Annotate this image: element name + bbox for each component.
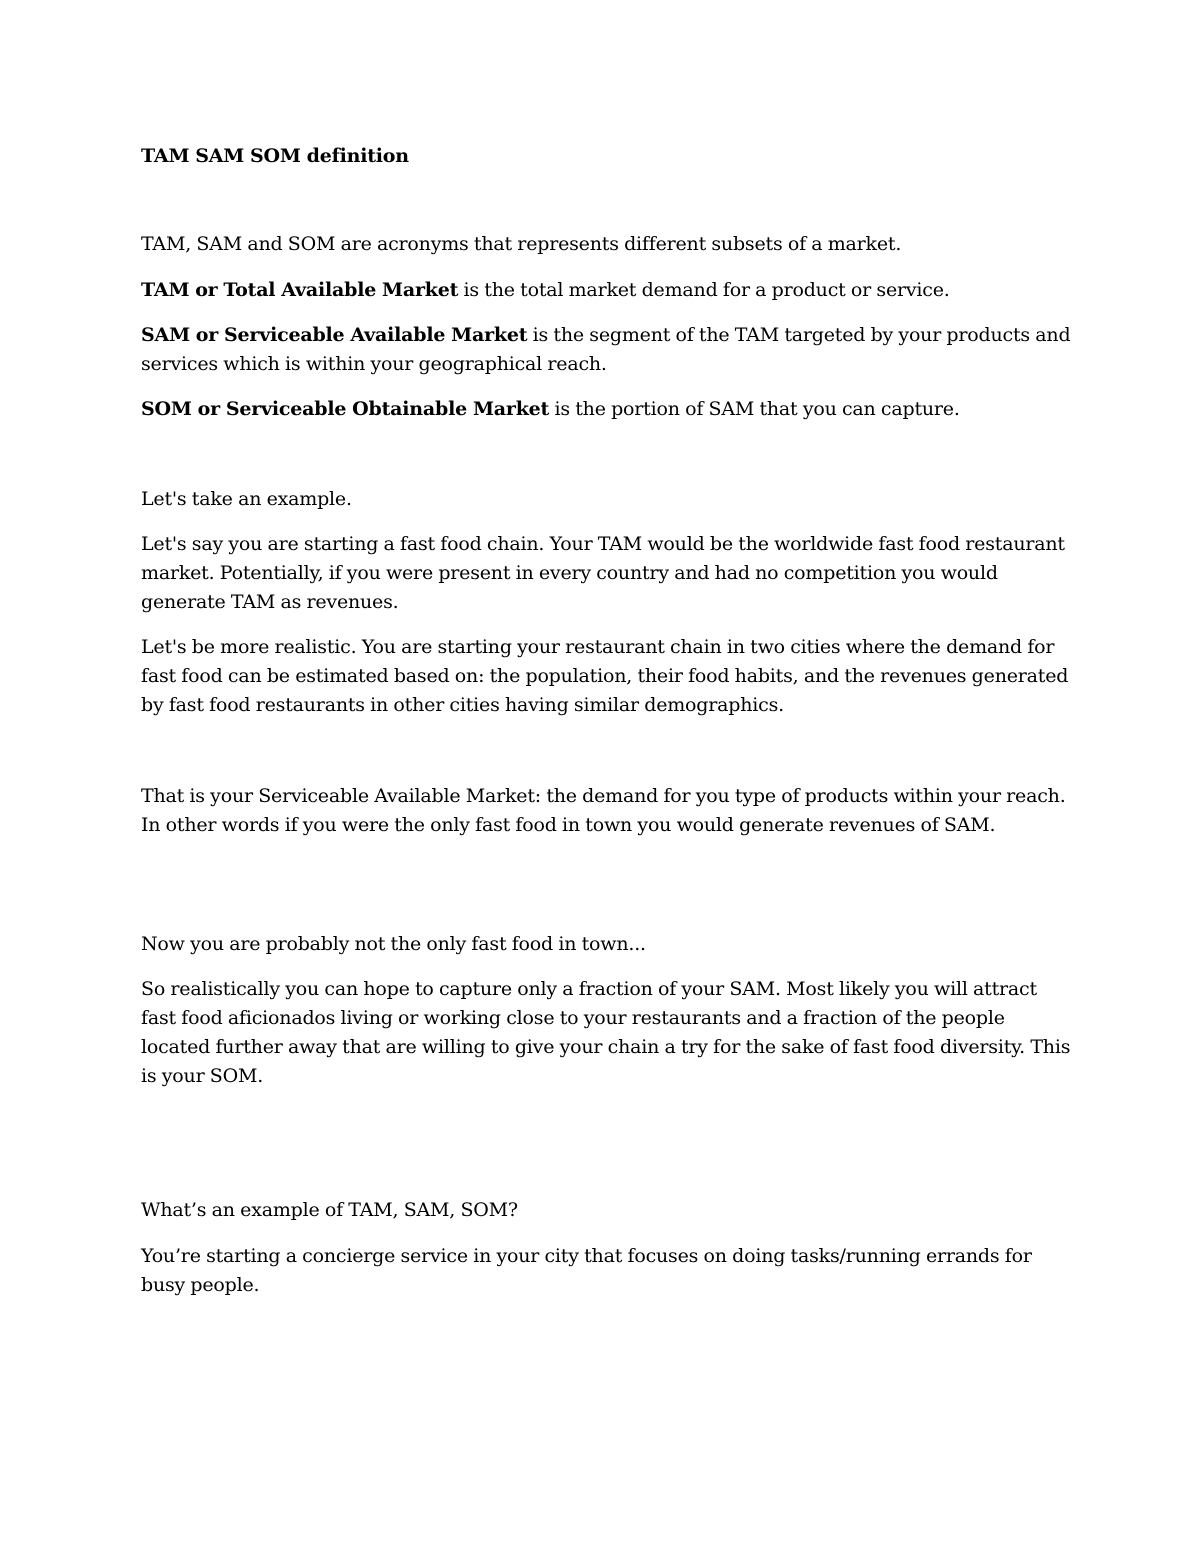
sam-definition-text: is the segment of the TAM targeted by your products and services which is within your geographical reach. [141,324,1071,375]
som-term: SOM or Serviceable Obtainable Market [141,398,550,420]
document-title: TAM SAM SOM definition [141,145,409,167]
example-som-paragraph: So realistically you can hope to capture only a fraction of your SAM. Most likely you will attract fast food aficionados living or working close to your restaurants and a fraction of the people located further away that are willing to give your chain a try for the sake of fast food diversity. This is your SOM. [141,978,1071,1087]
tam-term: TAM or Total Available Market [141,279,459,301]
som-definition-text: is the portion of SAM that you can capture. [549,398,960,420]
sam-definition [141,321,1071,379]
som-definition [141,395,1071,424]
example-intro-paragraph: Let's take an example. [141,488,352,510]
tam-definition-text: is the total market demand for a product or service. [458,279,950,301]
example-tam-paragraph: Let's say you are starting a fast food chain. Your TAM would be the worldwide fast food restaurant market. Potentially, if you were present in every country and had no competition you would generate TAM as revenues. [141,533,1065,613]
example-realistic-paragraph: Let's be more realistic. You are starting your restaurant chain in two cities where the demand for fast food can be estimated based on: the population, their food habits, and the revenues generated by fast food restaurants in other cities having similar demographics. [141,636,1069,716]
tam-definition [141,276,1071,305]
intro-paragraph: TAM, SAM and SOM are acronyms that represents different subsets of a market. [141,233,902,255]
example-competition-paragraph: Now you are probably not the only fast food in town... [141,933,646,955]
concierge-paragraph: You’re starting a concierge service in your city that focuses on doing tasks/running errands for busy people. [141,1245,1032,1296]
sam-term: SAM or Serviceable Available Market [141,324,528,346]
question-paragraph: What’s an example of TAM, SAM, SOM? [141,1199,518,1221]
example-sam-paragraph: That is your Serviceable Available Market: the demand for you type of products within your reach. In other words if you were the only fast food in town you would generate revenues of SAM. [141,785,1066,836]
